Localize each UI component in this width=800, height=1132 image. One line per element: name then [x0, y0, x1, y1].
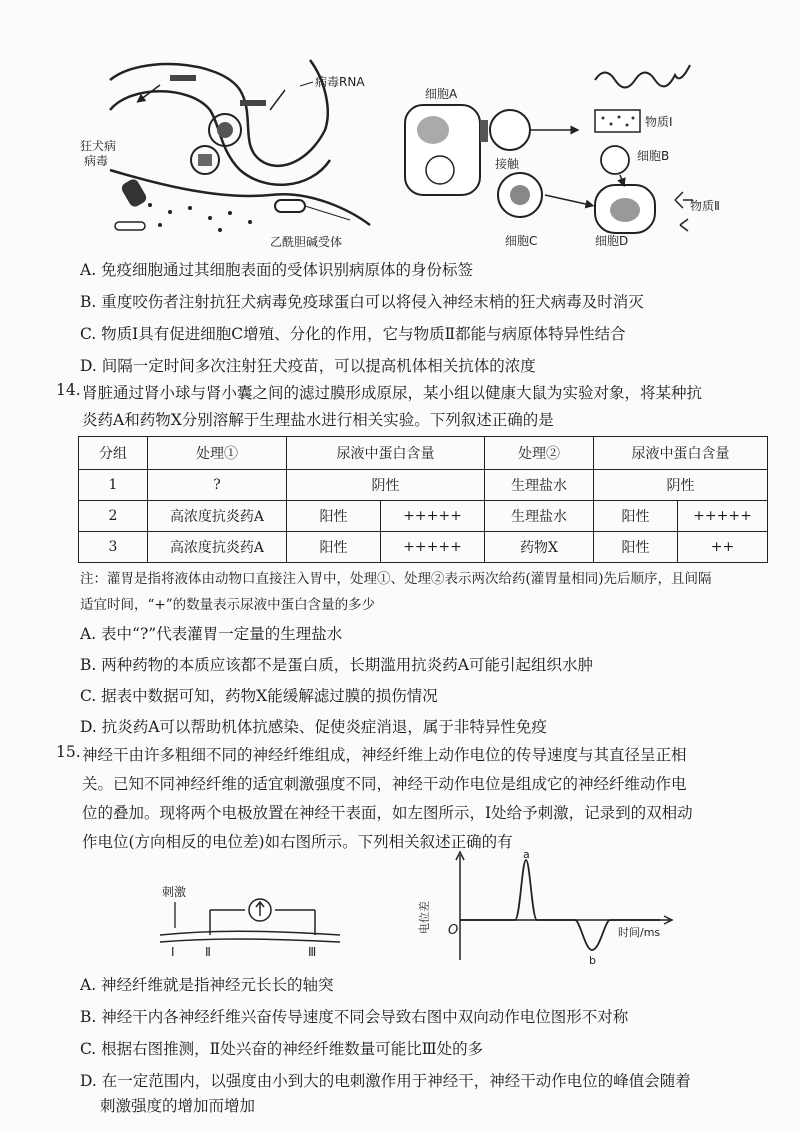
cell-protein-1-level: +++++ [381, 501, 485, 532]
label-substance-1: 物质Ⅰ [645, 115, 673, 129]
q15-option-d-cont: 刺激强度的增加而增加 [100, 1097, 256, 1115]
header-treatment-2: 处理② [485, 437, 594, 470]
label-rabies-virus-1: 狂犬病 [80, 139, 117, 153]
label-x-axis: 时间/ms [618, 926, 661, 939]
cell-treatment-2: 生理盐水 [485, 501, 594, 532]
q15-option-d: D. 在一定范围内，以强度由小到大的电刺激作用于神经干，神经干动作电位的峰值会随着 [80, 1072, 691, 1090]
q15-number: 15. [56, 743, 81, 761]
cell-protein-1-level: +++++ [381, 532, 485, 563]
immune-cells-figure [395, 60, 735, 265]
label-ach-receptor: 乙酰胆碱受体 [270, 235, 343, 249]
q14-option-c: C. 据表中数据可知，药物X能缓解滤过膜的损伤情况 [80, 687, 438, 705]
cell-protein-2-level: +++++ [678, 501, 768, 532]
q13-option-a: A. 免疫细胞通过其细胞表面的受体识别病原体的身份标签 [80, 261, 474, 279]
cell-treatment-2: 药物X [485, 532, 594, 563]
table-header-row [79, 437, 768, 470]
q14-note-line2: 适宜时间，“+”的数量表示尿液中蛋白含量的多少 [80, 597, 376, 613]
cell-treatment-1: ? [148, 470, 287, 501]
cell-protein-1: 阴性 [287, 470, 485, 501]
header-treatment-1: 处理① [148, 437, 287, 470]
q13-option-d: D. 间隔一定时间多次注射狂犬疫苗，可以提高机体相关抗体的浓度 [80, 357, 536, 375]
nerve-electrode-figure [150, 880, 350, 960]
cell-protein-2-sign: 阳性 [594, 501, 678, 532]
q15-stem-line2: 关。已知不同神经纤维的适宜刺激强度不同，神经干动作电位是组成它的神经纤维动作电 [82, 775, 687, 793]
rabies-synapse-figure [70, 50, 390, 255]
q14-stem-line1: 肾脏通过肾小球与肾小囊之间的滤过膜形成原尿，某小组以健康大鼠为实验对象，将某种抗 [82, 384, 703, 402]
cell-protein-1-sign: 阳性 [287, 532, 381, 563]
q14-option-b: B. 两种药物的本质应该都不是蛋白质，长期滥用抗炎药A可能引起组织水肿 [80, 656, 593, 674]
action-potential-graph [418, 848, 680, 970]
label-contact: 接触 [495, 157, 520, 171]
table-row [79, 532, 768, 563]
label-cell-c: 细胞C [505, 234, 538, 248]
cell-protein-2-level: ++ [678, 532, 768, 563]
table-row [79, 470, 768, 501]
header-protein-1: 尿液中蛋白含量 [287, 437, 485, 470]
q15-option-a: A. 神经纤维就是指神经元长长的轴突 [80, 976, 334, 994]
q13-option-b: B. 重度咬伤者注射抗狂犬病毒免疫球蛋白可以将侵入神经末梢的狂犬病毒及时消灭 [80, 293, 644, 311]
cell-protein-1-sign: 阳性 [287, 501, 381, 532]
q13-option-c: C. 物质Ⅰ具有促进细胞C增殖、分化的作用，它与物质Ⅱ都能与病原体特异性结合 [80, 325, 626, 343]
table-row [79, 501, 768, 532]
label-substance-2: 物质Ⅱ [690, 199, 720, 213]
label-origin: O [448, 923, 459, 938]
label-peak-a: a [523, 848, 530, 861]
label-cell-a: 细胞A [425, 87, 458, 101]
label-point-3: Ⅲ [308, 945, 317, 959]
q15-option-c: C. 根据右图推测，Ⅱ处兴奋的神经纤维数量可能比Ⅲ处的多 [80, 1040, 484, 1058]
cell-treatment-1: 高浓度抗炎药A [148, 501, 287, 532]
label-point-2: Ⅱ [205, 945, 211, 959]
cell-treatment-1: 高浓度抗炎药A [148, 532, 287, 563]
q14-table [78, 436, 768, 563]
q15-stem-line3: 位的叠加。现将两个电极放置在神经干表面，如左图所示，Ⅰ处给予刺激，记录到的双相动 [82, 804, 693, 822]
label-peak-b: b [589, 954, 596, 967]
q15-option-b: B. 神经干内各神经纤维兴奋传导速度不同会导致右图中双向动作电位图形不对称 [80, 1008, 629, 1026]
q14-option-a: A. 表中“?”代表灌胃一定量的生理盐水 [80, 625, 343, 643]
cell-treatment-2: 生理盐水 [485, 470, 594, 501]
header-group: 分组 [79, 437, 148, 470]
q15-stem-line4: 作电位(方向相反的电位差)如右图所示。下列相关叙述正确的有 [82, 833, 513, 851]
cell-group: 2 [79, 501, 148, 532]
label-cell-b: 细胞B [637, 149, 670, 163]
label-cell-d: 细胞D [595, 234, 629, 248]
q14-note-line1: 注：灌胃是指将液体由动物口直接注入胃中，处理①、处理②表示两次给药(灌胃量相同)先后顺序，且间隔 [80, 571, 712, 587]
label-rabies-virus-2: 病毒 [84, 154, 109, 168]
label-point-1: Ⅰ [171, 945, 175, 959]
label-y-axis: 电位差 [418, 901, 431, 934]
cell-group: 1 [79, 470, 148, 501]
q14-stem-line2: 炎药A和药物X分别溶解于生理盐水进行相关实验。下列叙述正确的是 [82, 411, 554, 429]
label-virus-rna: 病毒RNA [315, 75, 365, 89]
cell-protein-2-sign: 阳性 [594, 532, 678, 563]
q14-option-d: D. 抗炎药A可以帮助机体抗感染、促使炎症消退，属于非特异性免疫 [80, 718, 547, 736]
cell-protein-2: 阴性 [594, 470, 768, 501]
cell-group: 3 [79, 532, 148, 563]
label-stimulus: 刺激 [162, 885, 187, 899]
q14-number: 14. [56, 381, 81, 399]
header-protein-2: 尿液中蛋白含量 [594, 437, 768, 470]
q15-stem-line1: 神经干由许多粗细不同的神经纤维组成，神经纤维上动作电位的传导速度与其直径呈正相 [82, 746, 687, 764]
